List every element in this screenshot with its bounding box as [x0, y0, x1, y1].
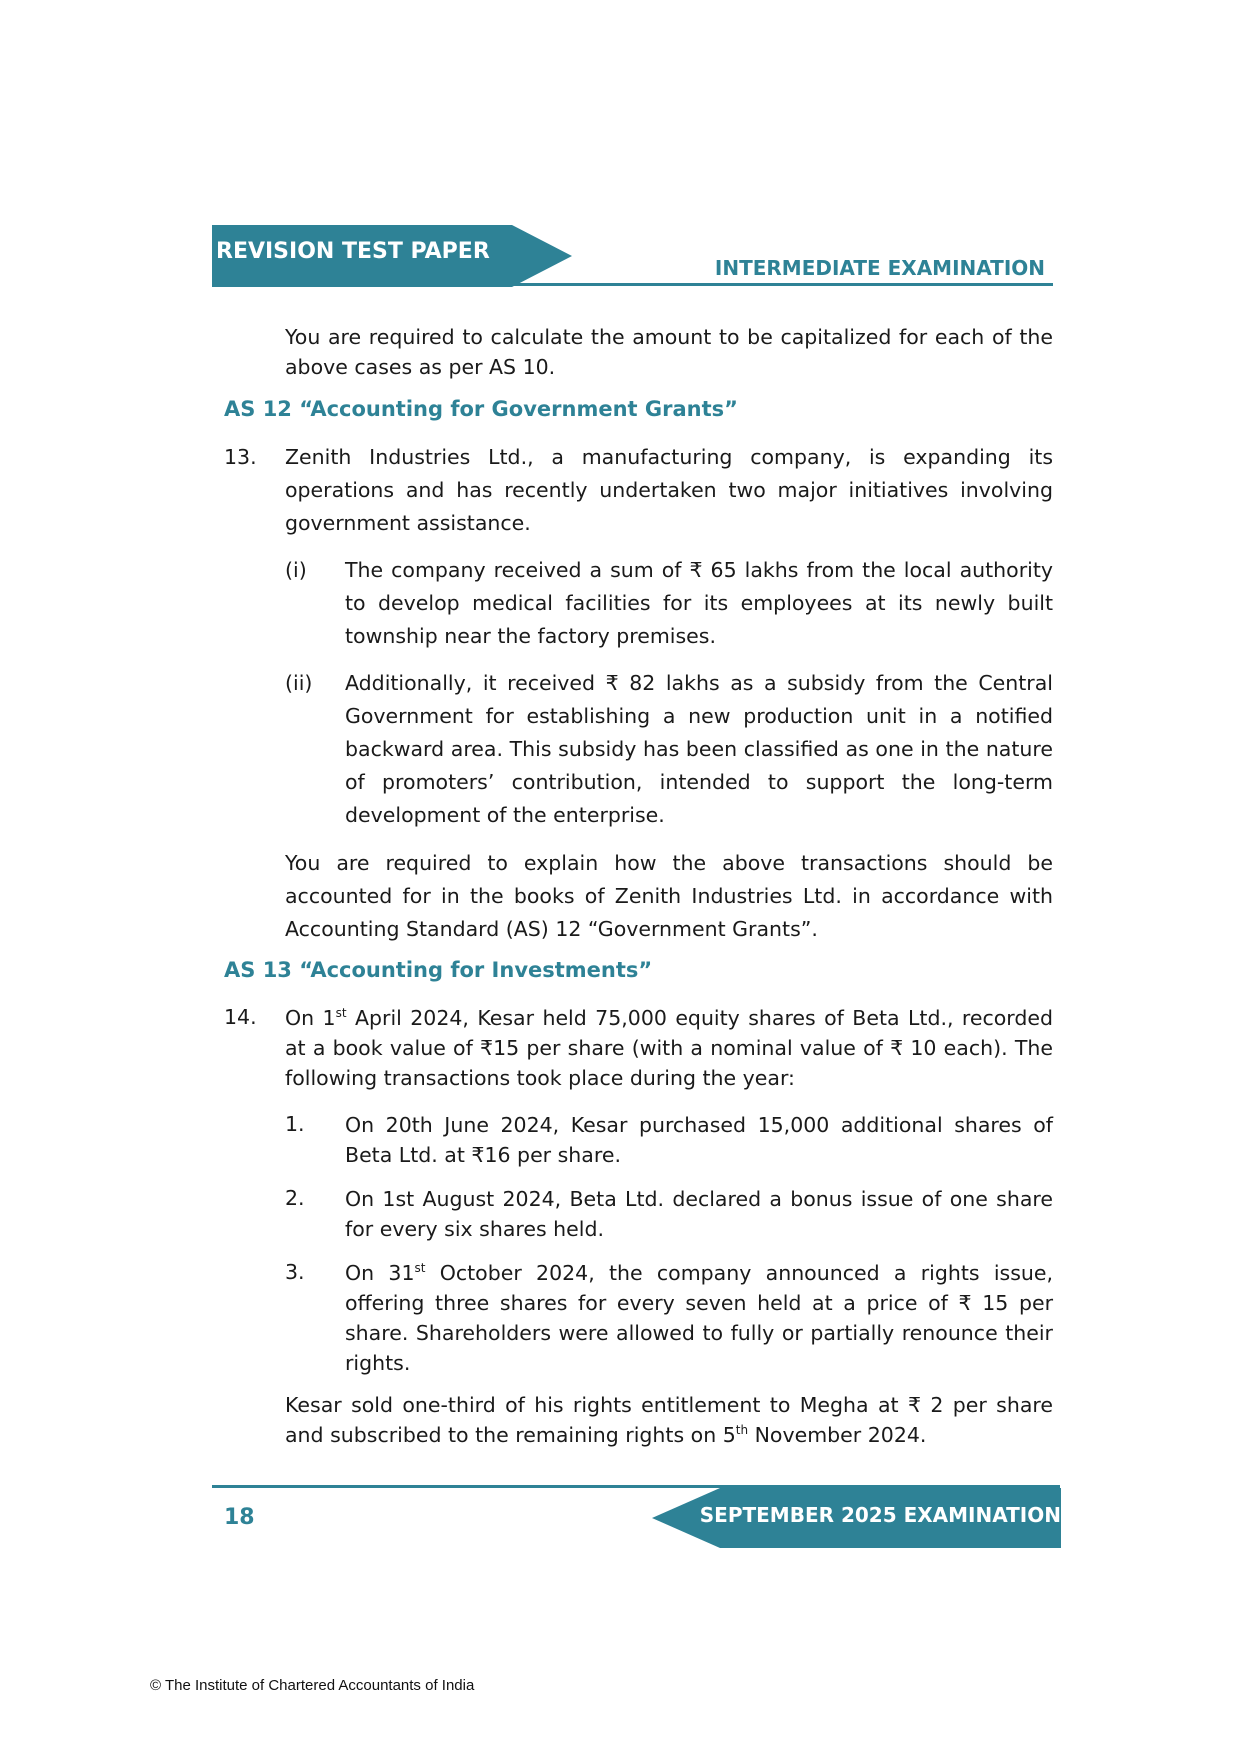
item-marker-1: 1. — [285, 1112, 305, 1136]
closing-paragraph-as12: You are required to explain how the above transactions should be accounted for in the books of Zenith Industries Ltd. in accordance with Accounting Standard (AS) 12 “Government Grants”. — [285, 851, 1053, 941]
header-banner — [212, 225, 572, 287]
question-text-13: Zenith Industries Ltd., a manufacturing company, is expanding its operations and has recently undertaken two major initiatives involving government assistance. — [285, 445, 1053, 535]
footer-banner-label: SEPTEMBER 2025 EXAMINATION — [699, 1503, 1061, 1527]
header-exam-label: INTERMEDIATE EXAMINATION — [714, 256, 1045, 280]
item-marker-3: 3. — [285, 1260, 305, 1284]
header-banner-label: REVISION TEST PAPER — [216, 239, 490, 264]
question-number-14: 14. — [224, 1005, 257, 1029]
section-heading-as12: AS 12 “Accounting for Government Grants” — [224, 397, 738, 421]
copyright-notice: © The Institute of Chartered Accountants of India — [150, 1677, 475, 1694]
question-text-14: On 1st April 2024, Kesar held 75,000 equity shares of Beta Ltd., recorded at a book value of ₹15 per share (with a nominal value of ₹ 10 each). The following transactions took place during the year: — [285, 1006, 1054, 1090]
item-marker-2: 2. — [285, 1186, 305, 1210]
item-marker-i: (i) — [285, 558, 307, 582]
item-text-i: The company received a sum of ₹ 65 lakhs from the local authority to develop medical facilities for its employees at its newly built township near the factory premises. — [345, 558, 1053, 648]
question-number-13: 13. — [224, 445, 257, 469]
item-text-3: On 31st October 2024, the company announced a rights issue, offering three shares for every seven held at a price of ₹ 15 per share. Shareholders were allowed to fully or partially renounce their rights. — [345, 1261, 1053, 1375]
item-text-1: On 20th June 2024, Kesar purchased 15,000 additional shares of Beta Ltd. at ₹16 per share. — [345, 1113, 1053, 1167]
header-rule — [212, 283, 1053, 286]
closing-paragraph-as13: Kesar sold one-third of his rights entitlement to Megha at ₹ 2 per share and subscribed to the remaining rights on 5th November 2024. — [285, 1393, 1053, 1447]
section-heading-as13: AS 13 “Accounting for Investments” — [224, 958, 653, 982]
page-number: 18 — [224, 1505, 255, 1530]
item-marker-ii: (ii) — [285, 671, 313, 695]
item-text-ii: Additionally, it received ₹ 82 lakhs as a subsidy from the Central Government for establishing a new production unit in a notified backward area. This subsidy has been classified as one in the nature of promoters’ contribution, intended to support the long-term development of the enterprise. — [345, 671, 1053, 827]
footer-banner — [652, 1488, 1061, 1548]
item-text-2: On 1st August 2024, Beta Ltd. declared a bonus issue of one share for every six shares held. — [345, 1187, 1053, 1241]
intro-paragraph: You are required to calculate the amount to be capitalized for each of the above cases as per AS 10. — [285, 325, 1053, 379]
